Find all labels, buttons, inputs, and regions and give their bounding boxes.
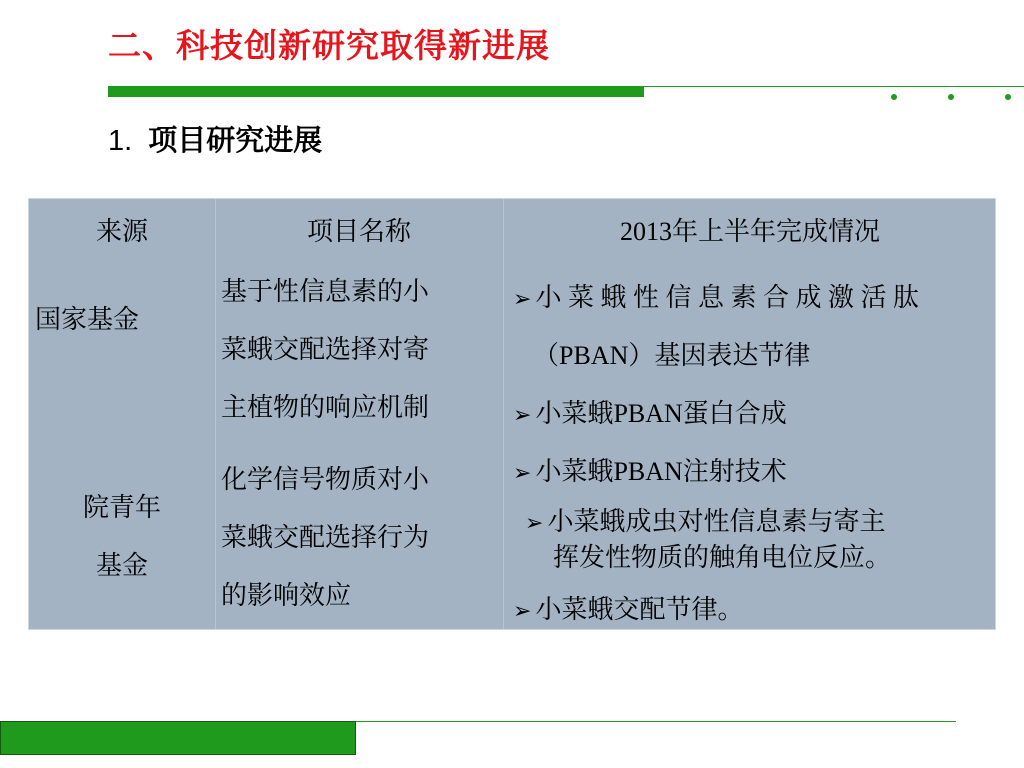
green-dot-icon bbox=[1005, 94, 1011, 100]
row1-name-line: 菜蛾交配选择对寄 bbox=[221, 335, 430, 365]
row1-progress-text: 小 菜 蛾 性 信 息 素 合 成 激 活 肽 bbox=[535, 283, 919, 312]
footer-rule bbox=[356, 721, 956, 722]
arrow-bullet-icon: ➢ bbox=[525, 511, 544, 536]
row2-project-name bbox=[221, 451, 503, 625]
progress-table bbox=[28, 198, 996, 630]
row1-project-name bbox=[221, 263, 503, 437]
slide-title: 二、科技创新研究取得新进展 bbox=[108, 26, 550, 65]
header-project-name: 项目名称 bbox=[306, 217, 411, 247]
section-number: 1. bbox=[108, 125, 133, 157]
row1-name-line: 主植物的响应机制 bbox=[221, 393, 430, 423]
row2-progress-text: 小菜蛾交配节律。 bbox=[535, 595, 744, 625]
row2-name-line: 化学信号物质对小 bbox=[221, 465, 430, 495]
row1-progress-item bbox=[513, 393, 787, 430]
arrow-bullet-icon: ➢ bbox=[513, 402, 532, 427]
column-divider bbox=[215, 199, 216, 629]
arrow-bullet-icon: ➢ bbox=[513, 599, 532, 624]
row2-progress-item bbox=[525, 501, 885, 538]
row2-progress-item bbox=[513, 589, 743, 626]
column-divider bbox=[503, 199, 504, 629]
row1-progress-text: 小菜蛾PBAN蛋白合成 bbox=[535, 399, 787, 428]
arrow-bullet-icon: ➢ bbox=[513, 286, 532, 311]
section-heading bbox=[108, 118, 322, 159]
row2-progress-item bbox=[513, 451, 787, 488]
row2-source-line: 院青年 bbox=[82, 493, 161, 523]
header-source: 来源 bbox=[95, 217, 148, 247]
row2-name-line: 的影响效应 bbox=[221, 581, 352, 611]
row2-progress-item-cont: 挥发性物质的触角电位反应。 bbox=[553, 543, 892, 573]
row1-source: 国家基金 bbox=[35, 305, 140, 335]
row2-progress-text: 小菜蛾PBAN注射技术 bbox=[535, 457, 787, 486]
footer-green-bar bbox=[0, 721, 356, 755]
row1-progress-item bbox=[513, 277, 919, 314]
header-progress: 2013年上半年完成情况 bbox=[619, 217, 880, 246]
title-underline-bar bbox=[108, 86, 644, 97]
row1-name-line: 基于性信息素的小 bbox=[221, 277, 430, 307]
arrow-bullet-icon: ➢ bbox=[513, 460, 532, 485]
green-dot-icon bbox=[891, 94, 897, 100]
green-dot-icon bbox=[948, 94, 954, 100]
row1-progress-item-cont: （PBAN）基因表达节律 bbox=[533, 341, 811, 370]
row2-source bbox=[29, 479, 215, 595]
row2-source-line: 基金 bbox=[95, 551, 148, 581]
section-heading-text: 项目研究进展 bbox=[148, 123, 323, 157]
row2-name-line: 菜蛾交配选择行为 bbox=[221, 523, 430, 553]
title-underline-rule bbox=[644, 86, 1024, 87]
row2-progress-text: 小菜蛾成虫对性信息素与寄主 bbox=[547, 507, 886, 537]
